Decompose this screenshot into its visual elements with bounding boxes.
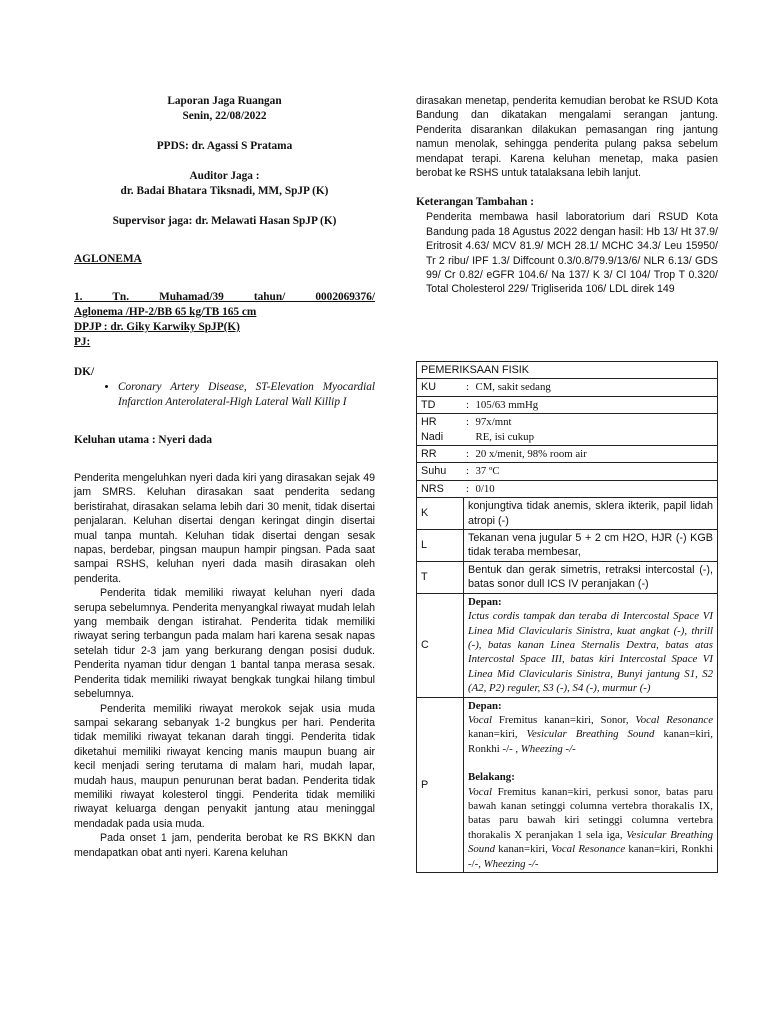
table-row bbox=[417, 396, 718, 413]
exam-key-k: K bbox=[417, 498, 464, 530]
keluhan-paragraph-4: Pada onset 1 jam, penderita berobat ke RS BKKN dan mendapatkan obat anti nyeri. Karena keluhan bbox=[74, 832, 375, 859]
keterangan-text: Penderita membawa hasil laboratorium dari RSUD Kota Bandung pada 18 Agustus 2022 dengan hasil: Hb 13/ Ht 37.9/ Eritrosit 4.63/ MCV 81.9/ MCH 28.1/ MCHC 34.3/ Leu 15950/ Tr 2 ribu/ IPF 1.3/ Diffcount 0.3/0.8/79.9/13/6/ NLR 6.13/ GDS 99/ Cr 0.82/ eGFR 104.6/ Na 137/ K 3/ Cl 104/ Trop T 0.320/ Total Cholesterol 229/ Trigliserida 106/ LDL direk 149 bbox=[426, 211, 718, 296]
keluhan-paragraph-2: Penderita tidak memiliki riwayat keluhan nyeri dada serupa sebelumnya. Penderita menyangkal riwayat mudah lelah yang membaik dengan istirahat. Penderita tidak memiliki riwayat sering terbangun pada malam hari karena sesak napas setelah tidur 2-3 jam yang berkurang dengan posisi duduk. Penderita nyaman tidur dengan 1 bantal tanpa merasa sesak. Penderita tidak memiliki riwayat bengkak tungkai hilang timbul sebelumnya. bbox=[74, 587, 375, 701]
exam-value-t: Bentuk dan gerak simetris, retraksi intercostal (-), batas sonor dull ICS IV peranjakan (-) bbox=[464, 561, 718, 593]
exam-value-c: Ictus cordis tampak dan teraba di Intercostal Space VI Linea Mid Clavicularis Sinistra, kuat angkat (-), thrill (-), batas kanan Linea Sternalis Dextra, batas atas Intercostal Space III, batas kiri Intercostal Space VI Linea Mid Clavicularis Sinistra, Bunyi jantung S1, S2 (A2, P2) reguler, S3 (-), S4 (-), murmur (-) bbox=[468, 610, 713, 695]
vital-value: 105/63 mmHg bbox=[472, 396, 718, 413]
vital-value: 20 x/menit, 98% room air bbox=[472, 446, 718, 463]
exam-key-l: L bbox=[417, 530, 464, 562]
auditor-name: dr. Badai Bhatara Tiksnadi, MM, SpJP (K) bbox=[120, 185, 329, 197]
table-row bbox=[417, 463, 718, 480]
vital-value: RE, isi cukup bbox=[475, 430, 534, 443]
exam-p-belakang-heading: Belakang: bbox=[468, 771, 515, 784]
vital-separator: : bbox=[464, 396, 472, 413]
table-row bbox=[417, 530, 718, 562]
table-row bbox=[417, 593, 718, 697]
patient-room-line: Aglonema /HP-2/BB 65 kg/TB 165 cm bbox=[74, 306, 257, 318]
vital-separator: : bbox=[464, 480, 472, 497]
vital-separator: : bbox=[466, 416, 469, 429]
report-date: Senin, 22/08/2022 bbox=[182, 110, 267, 122]
table-row bbox=[417, 561, 718, 593]
table-row bbox=[417, 379, 718, 396]
physical-exam-table bbox=[416, 361, 718, 873]
exam-value-k: konjungtiva tidak anemis, sklera ikterik, papil lidah atropi (-) bbox=[464, 498, 718, 530]
exam-p-depan-text: Vocal Fremitus kanan=kiri, Sonor, Vocal Resonance kanan=kiri, Vesicular Breathing Sound kanan=kiri, Ronkhi -/- , Wheezing -/- bbox=[468, 713, 714, 755]
supervisor-line: Supervisor jaga: dr. Melawati Hasan SpJP (K) bbox=[112, 215, 337, 227]
vital-value: CM, sakit sedang bbox=[472, 379, 718, 396]
exam-key-c: C bbox=[417, 593, 464, 697]
table-row bbox=[417, 697, 718, 872]
left-column bbox=[74, 94, 375, 860]
vital-value: 97x/mnt bbox=[475, 416, 512, 429]
pj-line: PJ: bbox=[74, 336, 91, 348]
vital-key: RR bbox=[417, 446, 464, 463]
exam-key-p: P bbox=[417, 697, 464, 872]
vital-key: KU bbox=[417, 379, 464, 396]
report-title: Laporan Jaga Ruangan bbox=[167, 95, 282, 107]
exam-p-belakang-text: Vocal Fremitus kanan=kiri, perkusi sonor, batas paru bawah kanan setinggi columna vertebra thorakalis IX, batas paru bawah kiri setinggi columna vertebra thorakalis X peranjakan 1 sela iga, Vesicular Breathing Sound kanan=kiri, Vocal Resonance kanan=kiri, Ronkhi -/-, Wheezing -/- bbox=[468, 785, 713, 870]
exam-table-title: PEMERIKSAAN FISIK bbox=[417, 362, 718, 379]
auditor-label: Auditor Jaga : bbox=[189, 170, 260, 182]
exam-c-heading: Depan: bbox=[468, 595, 502, 608]
keterangan-title: Keterangan Tambahan : bbox=[416, 196, 535, 209]
exam-p-depan-heading: Depan: bbox=[468, 699, 502, 712]
exam-value-l: Tekanan vena jugular 5 + 2 cm H2O, HJR (-) KGB tidak teraba membesar, bbox=[464, 530, 718, 562]
table-row bbox=[417, 414, 718, 446]
table-row bbox=[417, 498, 718, 530]
vital-separator: : bbox=[464, 379, 472, 396]
dk-label: DK/ bbox=[74, 366, 95, 378]
keluhan-paragraph-5: dirasakan menetap, penderita kemudian berobat ke RSUD Kota Bandung dan dikatakan mengalami serangan jantung. Penderita disarankan dilakukan pemasangan ring jantung namun menolak, sehingga penderita pulang paksa sebelum mendapat terapi. Karena keluhan menetap, maka pasien berobat ke RSHS untuk tatalaksana lebih lanjut. bbox=[416, 95, 718, 180]
vital-key: HR bbox=[421, 416, 437, 429]
vital-key: TD bbox=[417, 396, 464, 413]
vital-value: 37 ºC bbox=[472, 463, 718, 480]
exam-key-t: T bbox=[417, 561, 464, 593]
patient-id-line: 1. Tn. Muhamad/39 tahun/ 0002069376/ bbox=[74, 291, 375, 303]
vital-value: 0/10 bbox=[472, 480, 718, 497]
keluhan-paragraph-1: Penderita mengeluhkan nyeri dada kiri yang dirasakan sejak 49 jam SMRS. Keluhan dirasakan saat penderita sedang beristirahat, dirasakan selama lebih dari 30 menit, tidak disertai penjalaran. Keluhan disertai dengan keringat dingin disertai mual tanpa muntah. Keluhan tidak disertai dengan sesak napas, berdebar, pingsan maupun hampir pingsan. Pada saat sampai RSHS, keluhan nyeri dada masih dirasakan oleh penderita. bbox=[74, 472, 375, 585]
vital-key: Nadi bbox=[421, 430, 444, 443]
section-title: AGLONEMA bbox=[74, 253, 142, 265]
table-row bbox=[417, 446, 718, 463]
vital-separator: : bbox=[464, 446, 472, 463]
dpjp-line: DPJP : dr. Giky Karwiky SpJP(K) bbox=[74, 321, 240, 333]
diagnosis-list bbox=[74, 380, 375, 410]
keluhan-title: Keluhan utama : Nyeri dada bbox=[74, 434, 213, 446]
diagnosis-item: • Coronary Artery Disease, ST-Elevation Myocardial Infarction Anterolateral-High Lateral Wall Killip I bbox=[118, 380, 375, 410]
right-column bbox=[416, 94, 718, 297]
vital-separator: : bbox=[464, 463, 472, 480]
vital-key: NRS bbox=[417, 480, 464, 497]
vital-key: Suhu bbox=[417, 463, 464, 480]
ppds-line: PPDS: dr. Agassi S Pratama bbox=[156, 140, 293, 152]
keluhan-paragraph-3: Penderita memiliki riwayat merokok sejak usia muda sampai sekarang sebanyak 1-2 bungkus per hari. Penderita tidak memiliki riwayat tekanan darah tinggi. Penderita tidak diketahui memiliki riwayat kencing manis maupun buang air kecil menjadi sering terutama di malam hari, mudah lapar, mudah haus, maupun penurunan berat badan. Penderita tidak memiliki riwayat kolesterol tinggi. Penderita tidak memiliki riwayat keluarga dengan penyakit jantung atau meninggal mendadak pada usia muda. bbox=[74, 702, 375, 830]
table-row bbox=[417, 480, 718, 497]
